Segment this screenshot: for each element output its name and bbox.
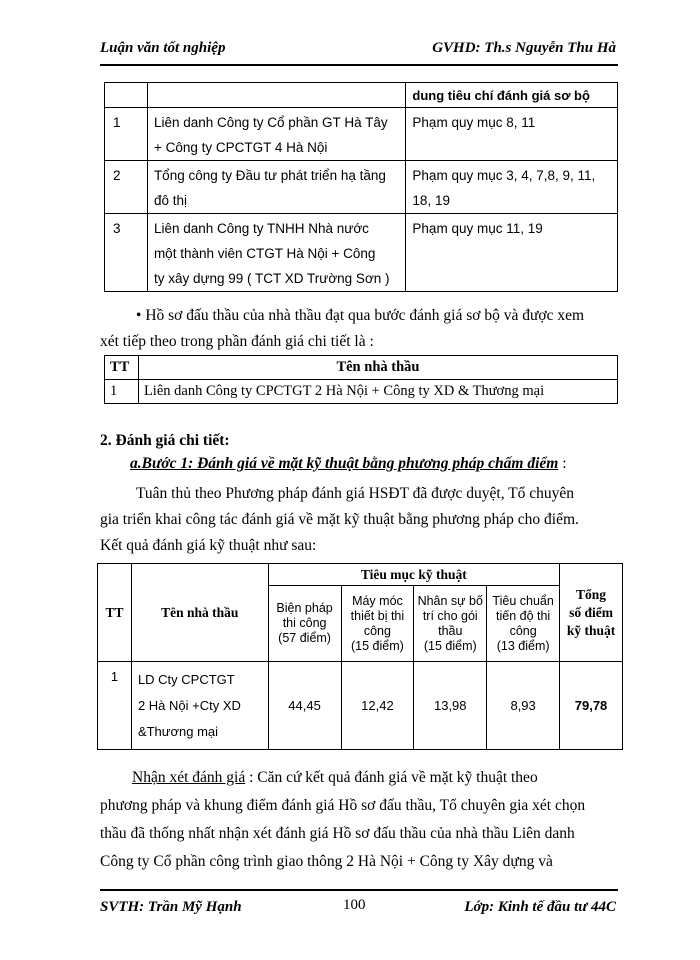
passed-bidders-paragraph: • Hồ sơ đấu thầu của nhà thầu đạt qua bước đánh giá sơ bộ và được xem xét tiếp theo trong phần đánh giá chi tiết là : — [100, 307, 585, 350]
section-title: 2. Đánh giá chi tiết: — [100, 432, 230, 449]
column-header-personnel: Nhân sự bố trí cho gói thầu (15 điểm) — [414, 586, 487, 662]
score-construction-method: 44,45 — [268, 662, 341, 750]
table-header-row — [98, 564, 623, 586]
header-left: Luận văn tốt nghiệp — [100, 40, 226, 56]
score-schedule: 8,93 — [487, 662, 560, 750]
table-preliminary-evaluation — [104, 82, 618, 292]
bidder-name: Liên danh Công ty TNHH Nhà nước một thành viên CTGT Hà Nội + Công ty xây dựng 99 ( TCT XD Trường Sơn ) — [147, 214, 405, 292]
row-number: 2 — [105, 161, 148, 214]
page-number: 100 — [343, 897, 366, 913]
column-header-total: Tổng số điểm kỹ thuật — [560, 564, 623, 662]
table-row — [105, 161, 618, 214]
table-header-cell: dung tiêu chí đánh giá sơ bộ — [406, 83, 618, 108]
column-header-construction-method: Biện pháp thi công (57 điểm) — [268, 586, 341, 662]
table-technical-scores — [97, 563, 623, 750]
bidder-name: Liên danh Công ty CPCTGT 2 Hà Nội + Công ty XD & Thương mại — [138, 380, 617, 404]
footer-left: SVTH: Trần Mỹ Hạnh — [100, 899, 242, 915]
row-number: 3 — [105, 214, 148, 292]
table-row — [98, 662, 623, 750]
table-passed-bidders — [104, 355, 618, 404]
bidder-name: LD Cty CPCTGT 2 Hà Nội +Cty XD &Thương mại — [131, 662, 268, 750]
footer-rule — [100, 889, 618, 891]
footer-right: Lớp: Kinh tế đầu tư 44C — [464, 899, 616, 915]
column-header-equipment: Máy móc thiết bị thi công (15 điểm) — [341, 586, 414, 662]
row-number: 1 — [98, 662, 132, 750]
violation-note: Phạm quy mục 11, 19 — [406, 214, 618, 292]
column-header-tt: TT — [98, 564, 132, 662]
table-header-row — [105, 83, 618, 108]
column-header-tt: TT — [105, 356, 139, 380]
column-header-schedule: Tiêu chuẩn tiến độ thi công (13 điểm) — [487, 586, 560, 662]
table-row — [105, 214, 618, 292]
table-header-row — [105, 356, 618, 380]
table-row — [105, 380, 618, 404]
column-group-criteria: Tiêu mục kỹ thuật — [268, 564, 559, 586]
bullet-icon: • — [136, 307, 142, 324]
bidder-name: Liên danh Công ty Cổ phần GT Hà Tây + Công ty CPCTGT 4 Hà Nội — [147, 108, 405, 161]
column-header-bidder: Tên nhà thầu — [138, 356, 617, 380]
violation-note: Phạm quy mục 8, 11 — [406, 108, 618, 161]
header-right: GVHD: Th.s Nguyễn Thu Hà — [432, 40, 616, 56]
row-number: 1 — [105, 380, 139, 404]
table-row — [105, 108, 618, 161]
column-header-bidder: Tên nhà thầu — [131, 564, 268, 662]
assessment-label: Nhận xét đánh giá — [132, 769, 246, 786]
header-rule — [100, 64, 618, 66]
assessment-paragraph: Nhận xét đánh giá : Căn cứ kết quả đánh giá về mặt kỹ thuật theo phương pháp và khung điểm đánh giá Hồ sơ đấu thầu, Tổ chuyên gia xét chọn thầu đã thống nhất nhận xét đánh giá Hồ sơ đấu thầu của nhà thầu Liên danh Công ty Cổ phần công trình giao thông 2 Hà Nội + Công ty Xây dựng và — [100, 769, 586, 870]
row-number: 1 — [105, 108, 148, 161]
score-equipment: 12,42 — [341, 662, 414, 750]
score-personnel: 13,98 — [414, 662, 487, 750]
score-total: 79,78 — [560, 662, 623, 750]
bidder-name: Tổng công ty Đầu tư phát triển hạ tầng đô thị — [147, 161, 405, 214]
violation-note: Phạm quy mục 3, 4, 7,8, 9, 11, 18, 19 — [406, 161, 618, 214]
step-heading: a.Bước 1: Đánh giá về mặt kỹ thuật bằng phương pháp chấm điểm : — [130, 455, 567, 472]
evaluation-paragraph: Tuân thủ theo Phương pháp đánh giá HSĐT đã được duyệt, Tổ chuyên gia triển khai công tác đánh giá về mặt kỹ thuật bằng phương pháp cho điểm. Kết quả đánh giá kỹ thuật như sau: — [100, 485, 579, 554]
